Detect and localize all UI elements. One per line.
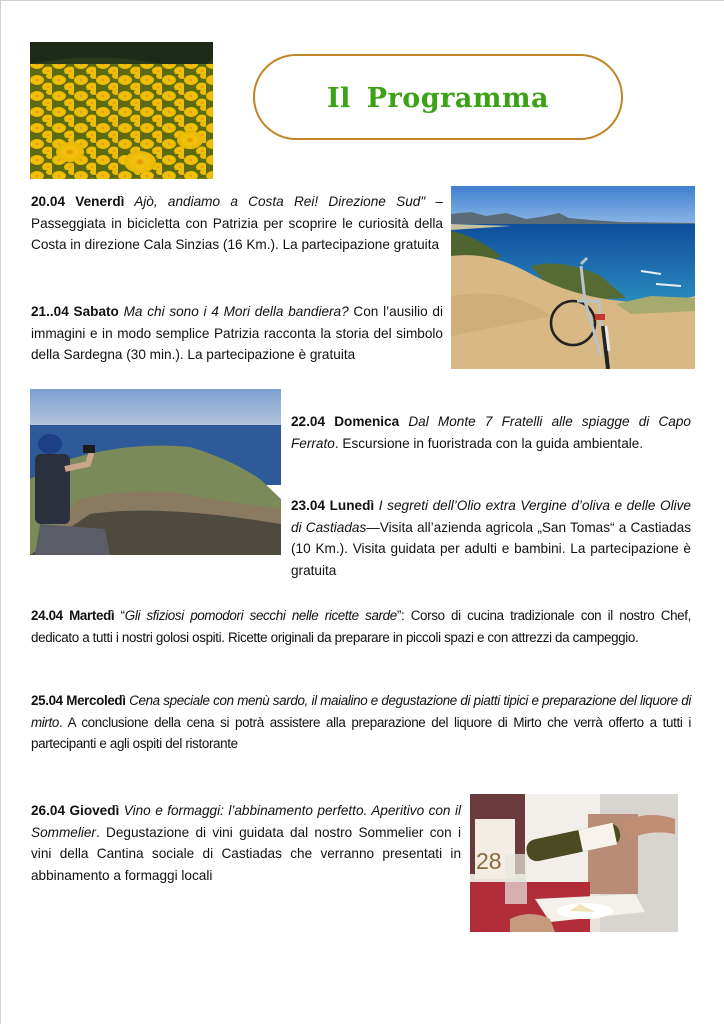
event-title: Ajò, andiamo a Costa Rei! Direzione Sud" xyxy=(124,194,426,209)
flowers-image xyxy=(30,42,213,179)
event-item xyxy=(31,690,691,755)
event-body: – Passeggiata in bicicletta con Patrizia per scoprire le curiosità della Costa in direzione Cala Sinzias (16 Km.). La partecipazione gratuita xyxy=(31,194,444,252)
event-body: . A conclusione della cena si potrà assistere alla preparazione del liquore di Mirto che verrà offerto a tutti i partecipanti e agli ospiti del ristorante xyxy=(31,714,691,751)
event-item xyxy=(31,800,461,886)
flowers-photo xyxy=(30,42,213,179)
event-title: Cena speciale con menù sardo, il maialino e degustazione di piatti tipici e preparazione del liquore di mirto xyxy=(31,693,691,730)
event-body: . Degustazione di vini guidata dal nostro Sommelier con i vini della Cantina sociale di Castiadas che verranno presentati in abbinamento a formaggi locali xyxy=(31,824,461,883)
event-date: 26.04 Giovedì xyxy=(31,803,120,818)
table-number: 28 xyxy=(476,848,502,874)
hiker-image xyxy=(30,389,281,555)
event-date: 25.04 Mercoledì xyxy=(31,693,126,708)
event-date: 21..04 Sabato xyxy=(31,304,119,319)
event-body: —Visita all’azienda agricola „San Tomas“ a Castiadas (10 Km.). Visita guidata per adulti e bambini. La partecipazione è gratuita xyxy=(291,519,691,578)
event-body: ”: Corso di cucina tradizionale con il nostro Chef, dedicato a tutti i nostri golosi ospiti. Ricette originali da preparare in piccoli spazi e con attrezzi da campeggio. xyxy=(31,608,691,645)
event-title: Gli sfiziosi pomodori secchi nelle ricette sarde xyxy=(124,608,397,623)
page-title: Il Programma xyxy=(326,82,550,114)
event-date: 23.04 Lunedì xyxy=(291,498,375,513)
bike-photo xyxy=(451,186,695,369)
title-frame xyxy=(253,54,623,140)
event-title: Dal Monte 7 Fratelli alle spiagge di Capo Ferrato xyxy=(291,414,691,451)
event-quote-open: “ xyxy=(114,608,125,623)
hiker-photo xyxy=(30,389,281,555)
event-date: 20.04 Venerdì xyxy=(31,194,125,209)
event-item xyxy=(291,495,691,581)
event-title: Ma chi sono i 4 Mori della bandiera? xyxy=(118,304,349,319)
event-body: . Escursione in fuoristrada con la guida ambientale. xyxy=(334,435,644,451)
event-item xyxy=(31,301,443,366)
event-body: Con l’ausilio di immagini e in modo semplice Patrizia racconta la storia del simbolo della Sardegna (30 min.). La partecipazione è gratuita xyxy=(31,304,443,362)
event-date: 24.04 Martedì xyxy=(31,608,115,623)
event-item xyxy=(31,605,691,648)
event-item xyxy=(291,411,691,454)
event-title: I segreti dell’Olio extra Vergine d’oliva e delle Olive di Castiadas xyxy=(291,498,691,535)
event-date: 22.04 Domenica xyxy=(291,414,400,429)
wine-photo xyxy=(470,794,678,932)
event-item xyxy=(31,191,443,256)
bike-image xyxy=(451,186,695,369)
event-title: Vino e formaggi: l’abbinamento perfetto. Aperitivo con il Sommelier xyxy=(31,803,461,840)
